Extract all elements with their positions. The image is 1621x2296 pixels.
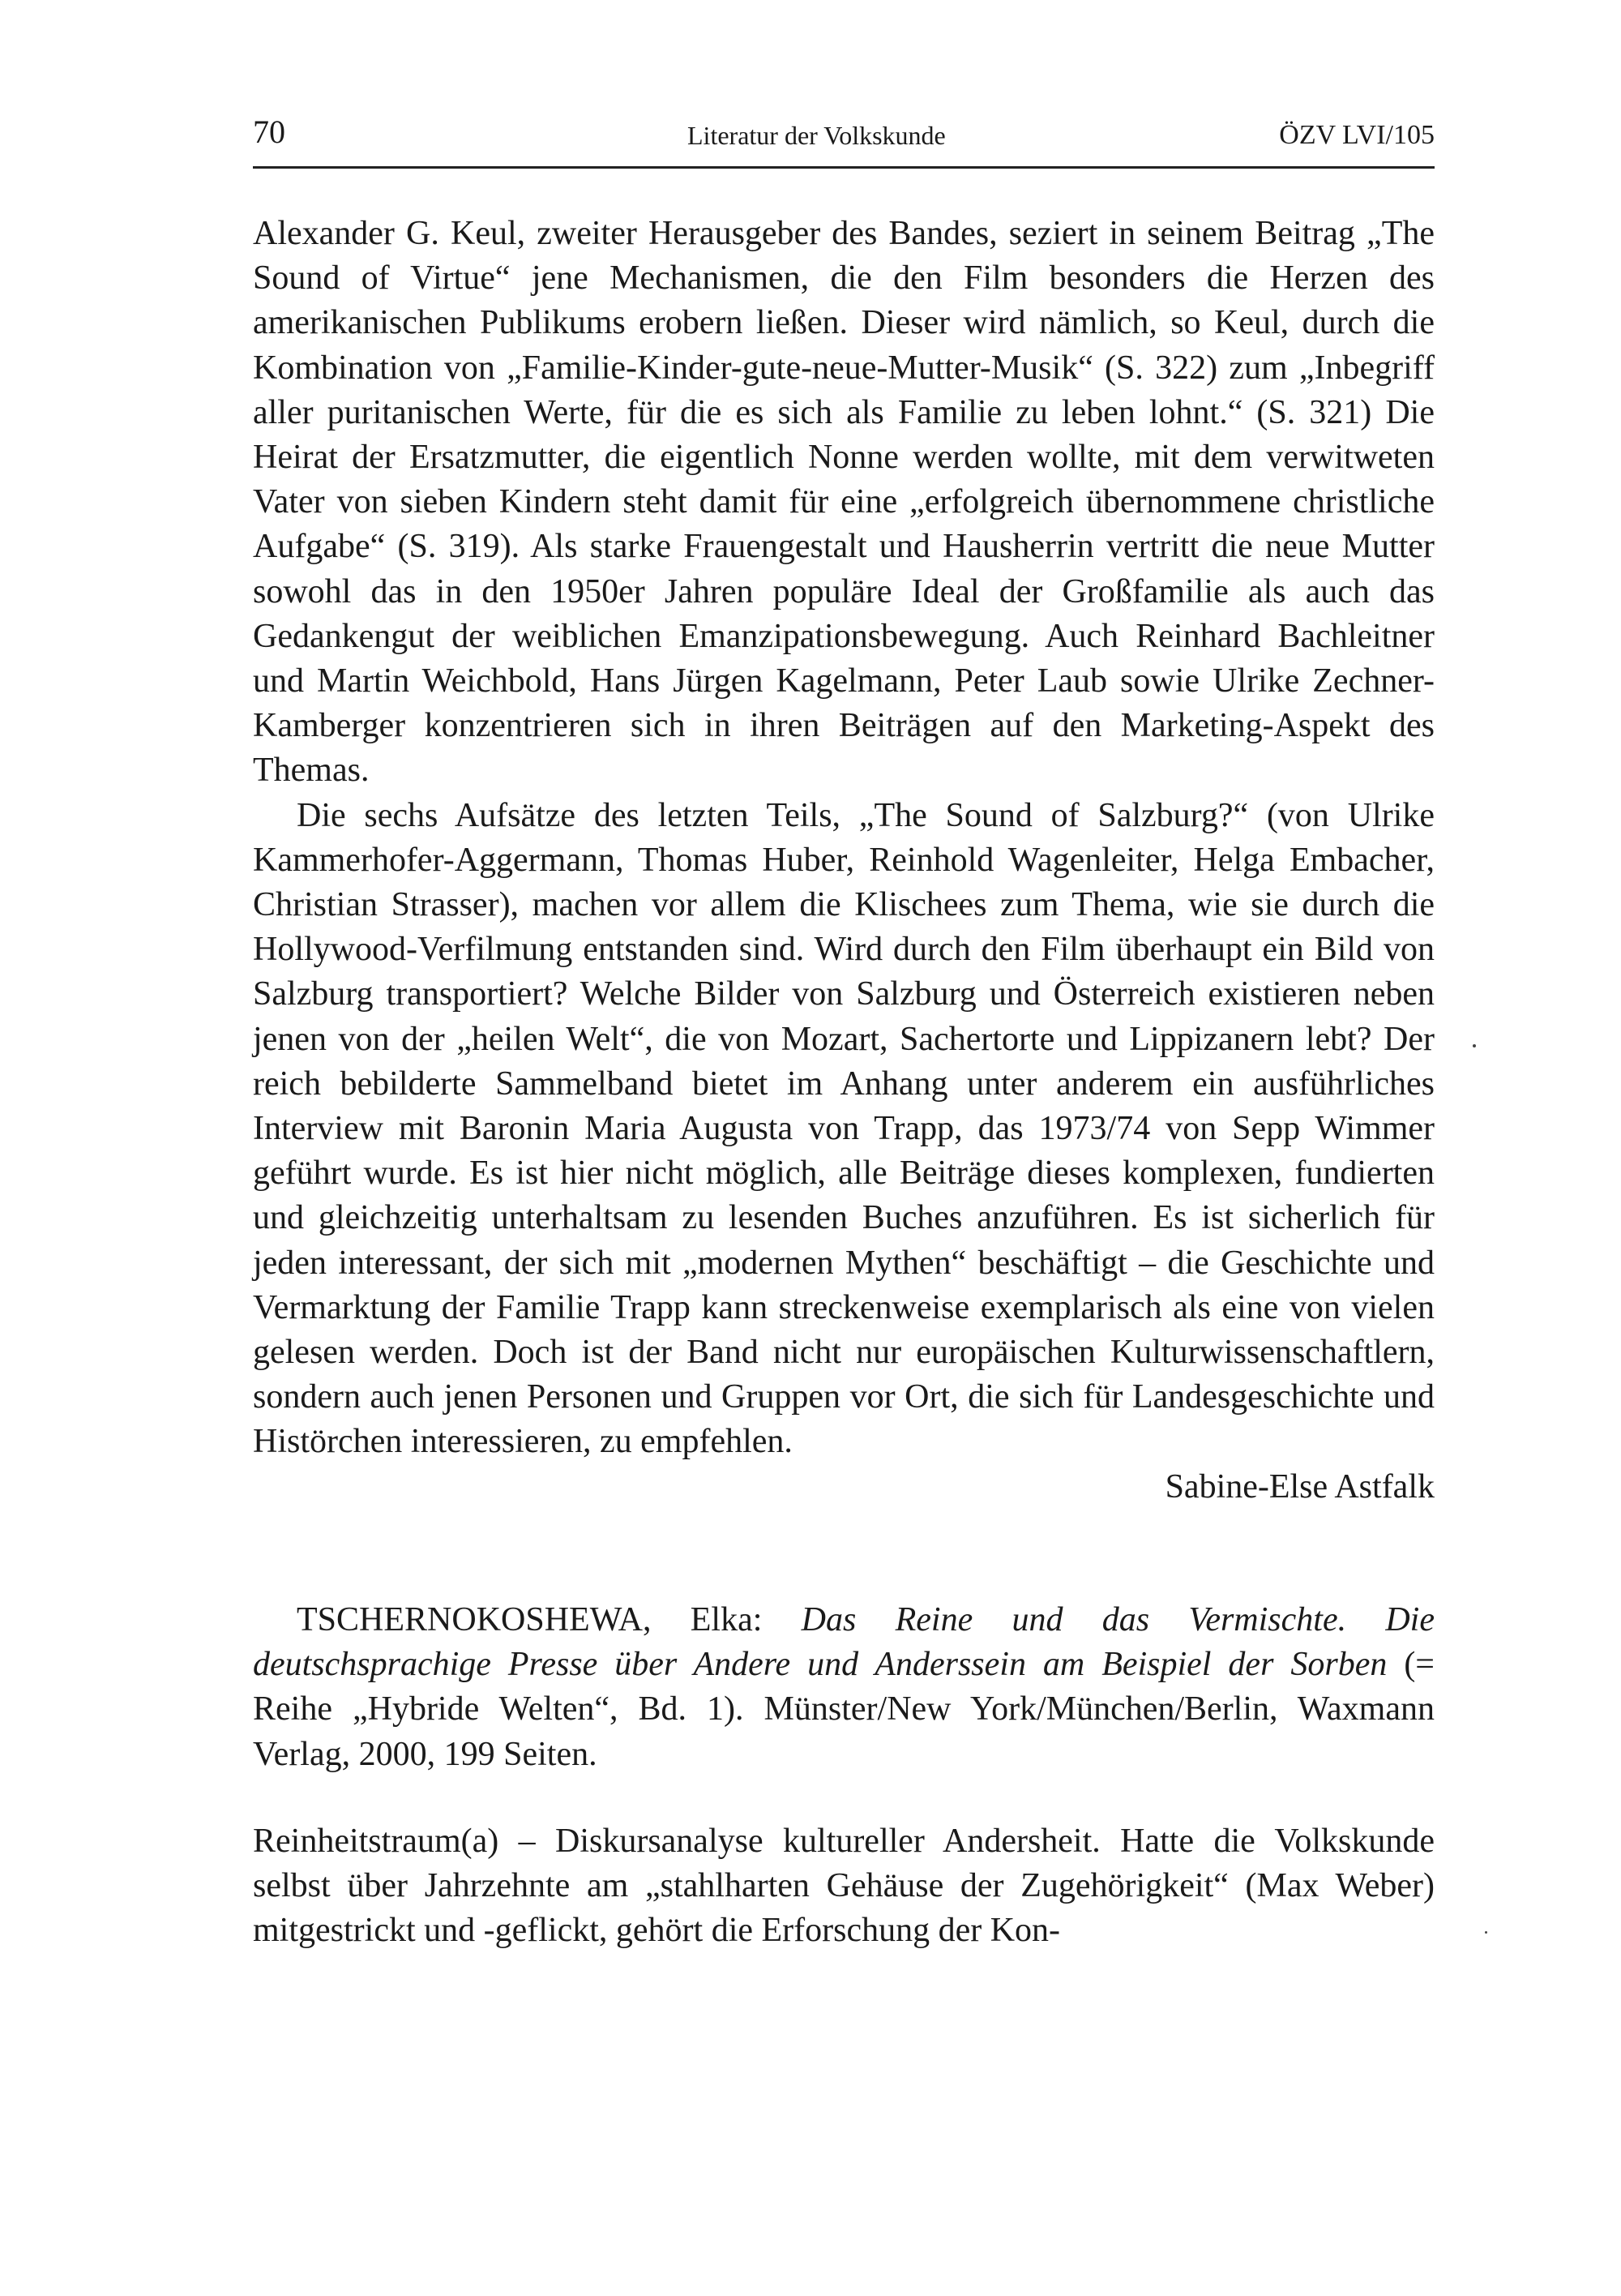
journal-reference: ÖZV LVI/105 bbox=[1279, 120, 1435, 150]
citation-author: TSCHERNOKOSHEWA, Elka: bbox=[297, 1600, 763, 1638]
reviewer-signature: Sabine-Else Astfalk bbox=[1165, 1467, 1435, 1506]
review-1-paragraph-2: Die sechs Aufsätze des letzten Teils, „The Sound of Salzburg?“ (von Ulrike Kammerhofer-Aggermann, Thomas Huber, Reinhold Wagenleiter, Helga Embacher, Christian Strasser), machen vor allem die Klischees zum Thema, wie sie durch die Hollywood-Verfilmung entstanden sind. Wird durch den Film überhaupt ein Bild von Salzburg transportiert? Welche Bilder von Salzburg und Österreich existieren neben jenen von der „heilen Welt“, die von Mozart, Sachertorte und Lippizanern lebt? Der reich bebilderte Sammelband bietet im Anhang unter anderem ein ausführliches Interview mit Baronin Maria Augusta von Trapp, das 1973/74 von Sepp Wimmer geführt wurde. Es ist hier nicht möglich, alle Beiträge dieses komplexen, fundierten und gleichzeitig unterhaltsam zu lesenden Buches anzuführen. Es ist sicherlich für jeden interessant, der sich mit „modernen Mythen“ beschäftigt – die Geschichte und Vermarktung der Familie Trapp kann streckenweise exemplarisch als eine von vielen gelesen werden. Doch ist der Band nicht nur europäischen Kulturwissenschaftlern, sondern auch jenen Personen und Gruppen vor Ort, die sich für Landesgeschichte und Histörchen interessieren, zu empfehlen. bbox=[253, 796, 1435, 1461]
body-text bbox=[253, 212, 1435, 1953]
running-head bbox=[253, 112, 1435, 152]
header-rule bbox=[253, 166, 1435, 169]
review-2-citation bbox=[253, 1598, 1435, 1777]
page-number: 70 bbox=[253, 114, 285, 150]
citation-details: (= Reihe „Hybride Welten“, Bd. 1). Münster/New York/München/Berlin, Waxmann Verlag, 2000, 199 Seiten. bbox=[253, 1646, 1435, 1773]
scan-speck bbox=[1485, 1931, 1487, 1934]
review-2-paragraph-1: Reinheitstraum(a) – Diskursanalyse kultureller Andersheit. Hatte die Volkskunde selbst über Jahrzehnte am „stahlharten Gehäuse der Zugehörigkeit“ (Max Weber) mitgestrickt und -geflickt, gehört die Erforschung der Kon- bbox=[253, 1822, 1435, 1950]
scan-speck bbox=[1473, 1044, 1476, 1047]
review-1-paragraph-1: Alexander G. Keul, zweiter Herausgeber des Bandes, seziert in seinem Beitrag „The Sound of Virtue“ jene Mechanismen, die den Film besonders die Herzen des amerikanischen Publikums erobern ließen. Dieser wird nämlich, so Keul, durch die Kombination von „Familie-Kinder-gute-neue-Mutter-Musik“ (S. 322) zum „Inbegriff aller puritanischen Werte, für die es sich als Familie zu leben lohnt.“ (S. 321) Die Heirat der Ersatzmutter, die eigentlich Nonne werden wollte, mit dem verwitweten Vater von sieben Kindern steht damit für eine „erfolgreich übernommene christliche Aufgabe“ (S. 319). Als starke Frauengestalt und Hausherrin vertritt die neue Mutter sowohl das in den 1950er Jahren populäre Ideal der Großfamilie als auch das Gedankengut der weiblichen Emanzipationsbewegung. Auch Reinhard Bachleitner und Martin Weichbold, Hans Jürgen Kagelmann, Peter Laub sowie Ulrike Zechner-Kamberger konzentrieren sich in ihren Beiträgen auf den Marketing-Aspekt des Themas. bbox=[253, 215, 1435, 790]
citation-title: Das Reine und das Vermischte. Die deutschsprachige Presse über Andere und Anderssein am Beispiel der Sorben bbox=[253, 1600, 1435, 1684]
section-title: Literatur der Volkskunde bbox=[687, 121, 946, 150]
